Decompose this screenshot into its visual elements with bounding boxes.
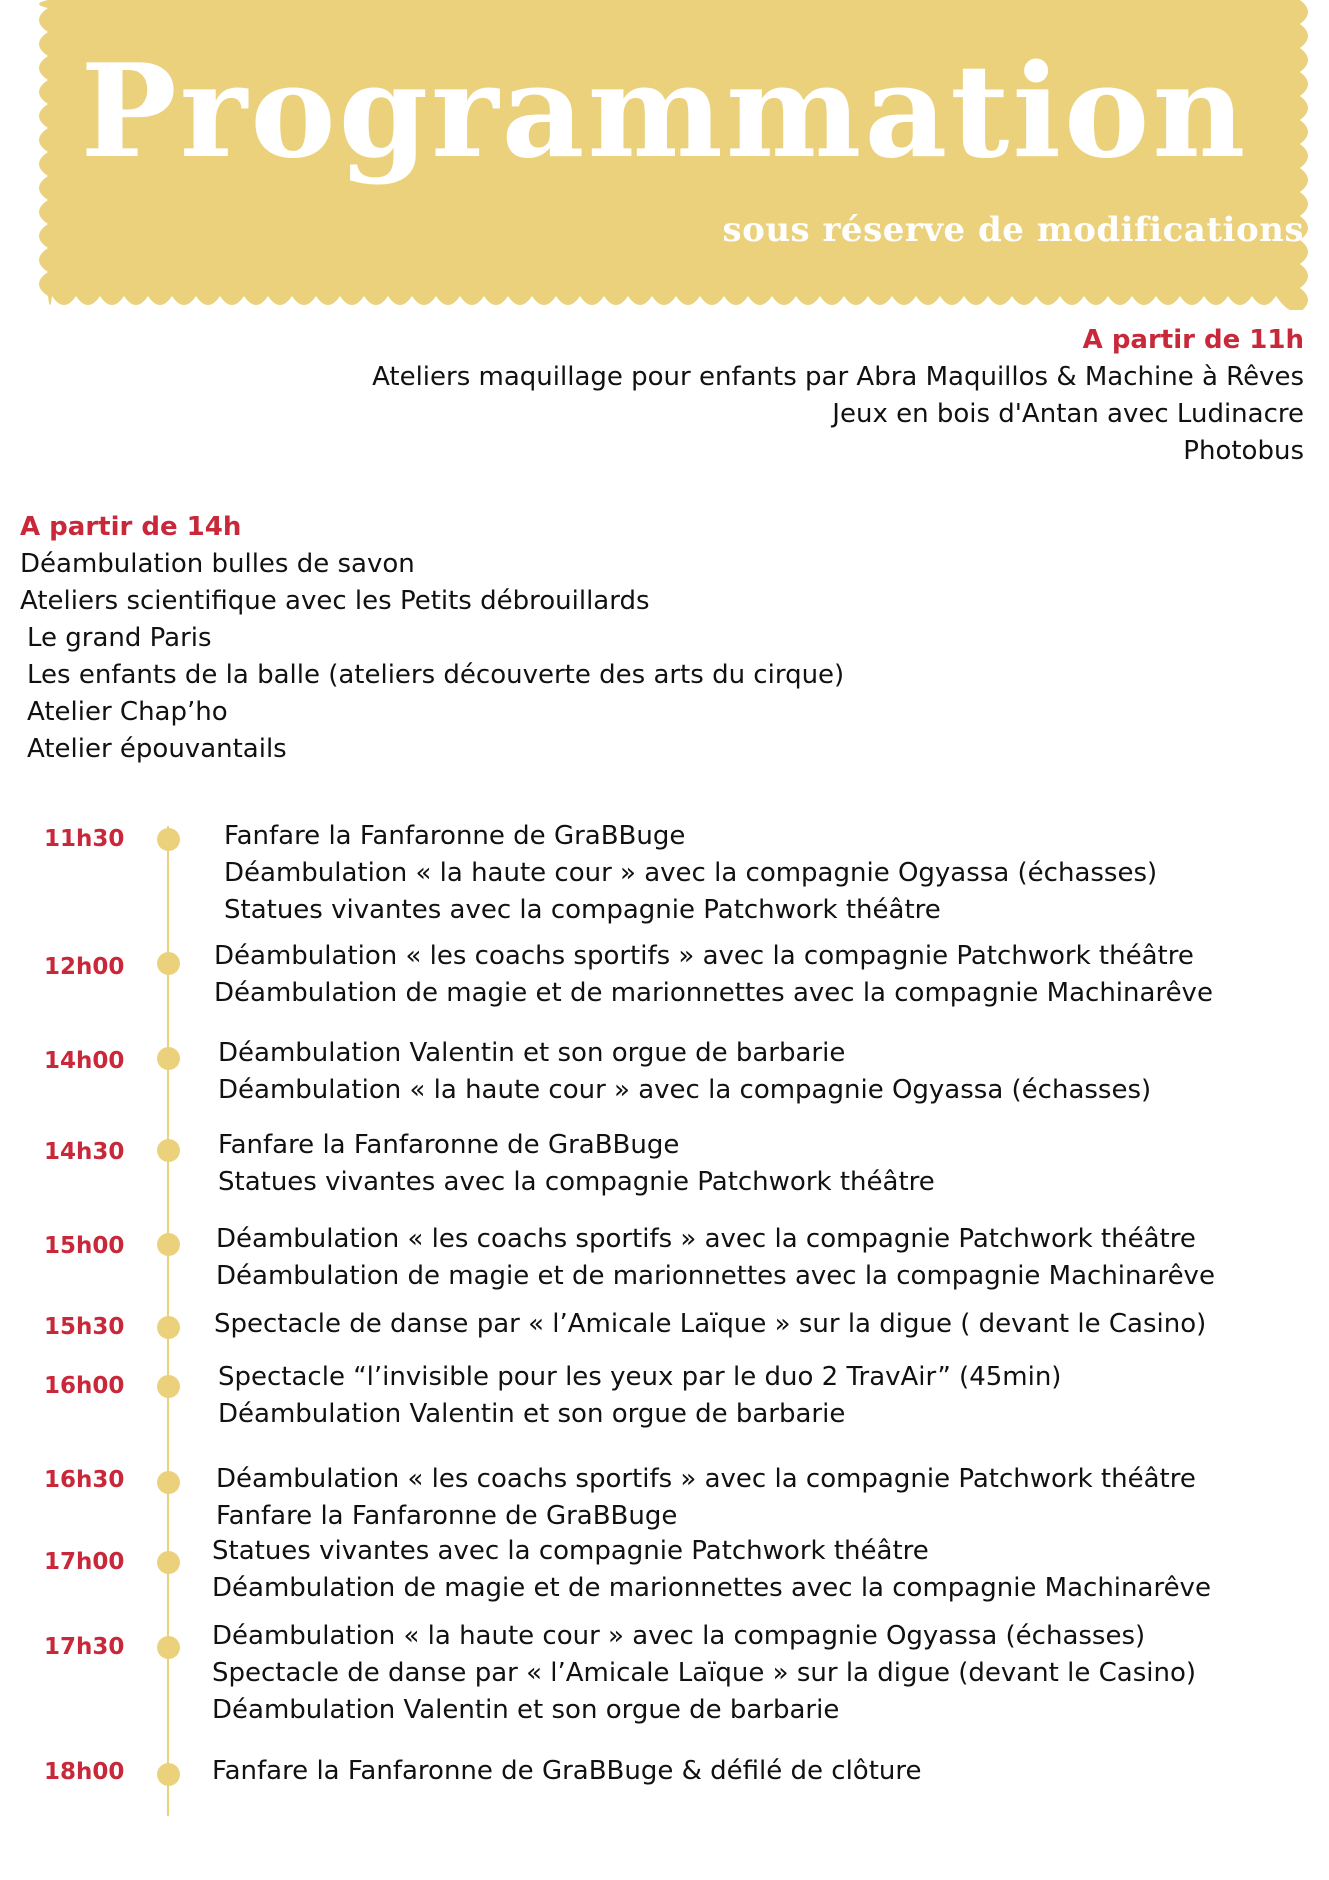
timeline-dot [157, 1316, 180, 1339]
afternoon-item: Les enfants de la balle (ateliers découverte des arts du cirque) [27, 660, 845, 690]
morning-section [372, 322, 1304, 470]
event-line: Spectacle “l’invisible pour les yeux par le duo 2 TravAir” (45min) [218, 1362, 1062, 1392]
event-line: Statues vivantes avec la compagnie Patchwork théâtre [224, 895, 941, 925]
timeline-dot [157, 1763, 180, 1786]
morning-item: Jeux en bois d'Antan avec Ludinacre [832, 399, 1304, 429]
slot-events [216, 1221, 1215, 1295]
afternoon-item: Atelier épouvantails [27, 734, 287, 764]
event-line: Déambulation « la haute cour » avec la compagnie Ogyassa (échasses) [224, 858, 1158, 888]
event-line: Déambulation de magie et de marionnettes avec la compagnie Machinarêve [214, 978, 1213, 1008]
slot-time: 14h00 [44, 1048, 125, 1074]
page-subtitle: sous réserve de modifications [722, 210, 1304, 250]
afternoon-item: Déambulation bulles de savon [20, 549, 415, 579]
slot-time: 15h30 [44, 1314, 125, 1340]
event-line: Déambulation Valentin et son orgue de barbarie [218, 1399, 846, 1429]
event-line: Statues vivantes avec la compagnie Patchwork théâtre [218, 1167, 935, 1197]
slot-time: 11h30 [44, 826, 125, 852]
slot-events [218, 1359, 1061, 1433]
event-line: Fanfare la Fanfaronne de GraBBuge [216, 1501, 678, 1531]
page-title: Programmation [80, 37, 1249, 187]
afternoon-heading: A partir de 14h [20, 512, 242, 542]
slot-events [218, 1127, 935, 1201]
event-line: Déambulation de magie et de marionnettes avec la compagnie Machinarêve [212, 1573, 1211, 1603]
slot-time: 16h00 [44, 1373, 125, 1399]
event-line: Fanfare la Fanfaronne de GraBBuge [218, 1130, 680, 1160]
afternoon-section [20, 509, 844, 768]
slot-events [224, 818, 1157, 929]
slot-time: 16h30 [44, 1467, 125, 1493]
timeline-dot [157, 1375, 180, 1398]
event-line: Fanfare la Fanfaronne de GraBBuge & défilé de clôture [212, 1756, 922, 1786]
timeline-dot [157, 828, 180, 851]
slot-events [212, 1618, 1196, 1729]
event-line: Déambulation « les coachs sportifs » avec la compagnie Patchwork théâtre [216, 1464, 1196, 1494]
afternoon-item: Ateliers scientifique avec les Petits débrouillards [20, 586, 650, 616]
event-line: Déambulation Valentin et son orgue de barbarie [212, 1695, 840, 1725]
morning-item: Photobus [1183, 436, 1304, 466]
event-line: Déambulation « les coachs sportifs » avec la compagnie Patchwork théâtre [216, 1224, 1196, 1254]
morning-item: Ateliers maquillage pour enfants par Abra Maquillos & Machine à Rêves [372, 362, 1304, 392]
event-line: Fanfare la Fanfaronne de GraBBuge [224, 821, 686, 851]
slot-time: 12h00 [44, 954, 125, 980]
event-line: Déambulation « la haute cour » avec la compagnie Ogyassa (échasses) [218, 1075, 1152, 1105]
slot-events [214, 938, 1213, 1012]
timeline-dot [157, 1047, 180, 1070]
timeline-dot [157, 1636, 180, 1659]
event-line: Spectacle de danse par « l’Amicale Laïque » sur la digue ( devant le Casino) [214, 1309, 1207, 1339]
timeline-dot [157, 1471, 180, 1494]
slot-time: 15h00 [44, 1233, 125, 1259]
event-line: Spectacle de danse par « l’Amicale Laïque » sur la digue (devant le Casino) [212, 1658, 1196, 1688]
slot-time: 14h30 [44, 1139, 125, 1165]
slot-time: 18h00 [44, 1759, 125, 1785]
timeline-dot [157, 1551, 180, 1574]
slot-time: 17h30 [44, 1634, 125, 1660]
slot-time: 17h00 [44, 1549, 125, 1575]
event-line: Déambulation de magie et de marionnettes avec la compagnie Machinarêve [216, 1261, 1215, 1291]
event-line: Déambulation « les coachs sportifs » avec la compagnie Patchwork théâtre [214, 941, 1194, 971]
slot-events [212, 1533, 1211, 1607]
afternoon-item: Le grand Paris [27, 623, 212, 653]
timeline-dot [157, 952, 180, 975]
event-line: Déambulation « la haute cour » avec la compagnie Ogyassa (échasses) [212, 1621, 1146, 1651]
morning-heading: A partir de 11h [1082, 325, 1304, 355]
slot-events [218, 1035, 1151, 1109]
timeline-dot [157, 1233, 180, 1256]
afternoon-item: Atelier Chap’ho [27, 697, 228, 727]
slot-events [212, 1753, 922, 1790]
slot-events [214, 1306, 1206, 1343]
event-line: Statues vivantes avec la compagnie Patchwork théâtre [212, 1536, 929, 1566]
timeline-dot [157, 1139, 180, 1162]
slot-events [216, 1461, 1196, 1535]
event-line: Déambulation Valentin et son orgue de barbarie [218, 1038, 846, 1068]
